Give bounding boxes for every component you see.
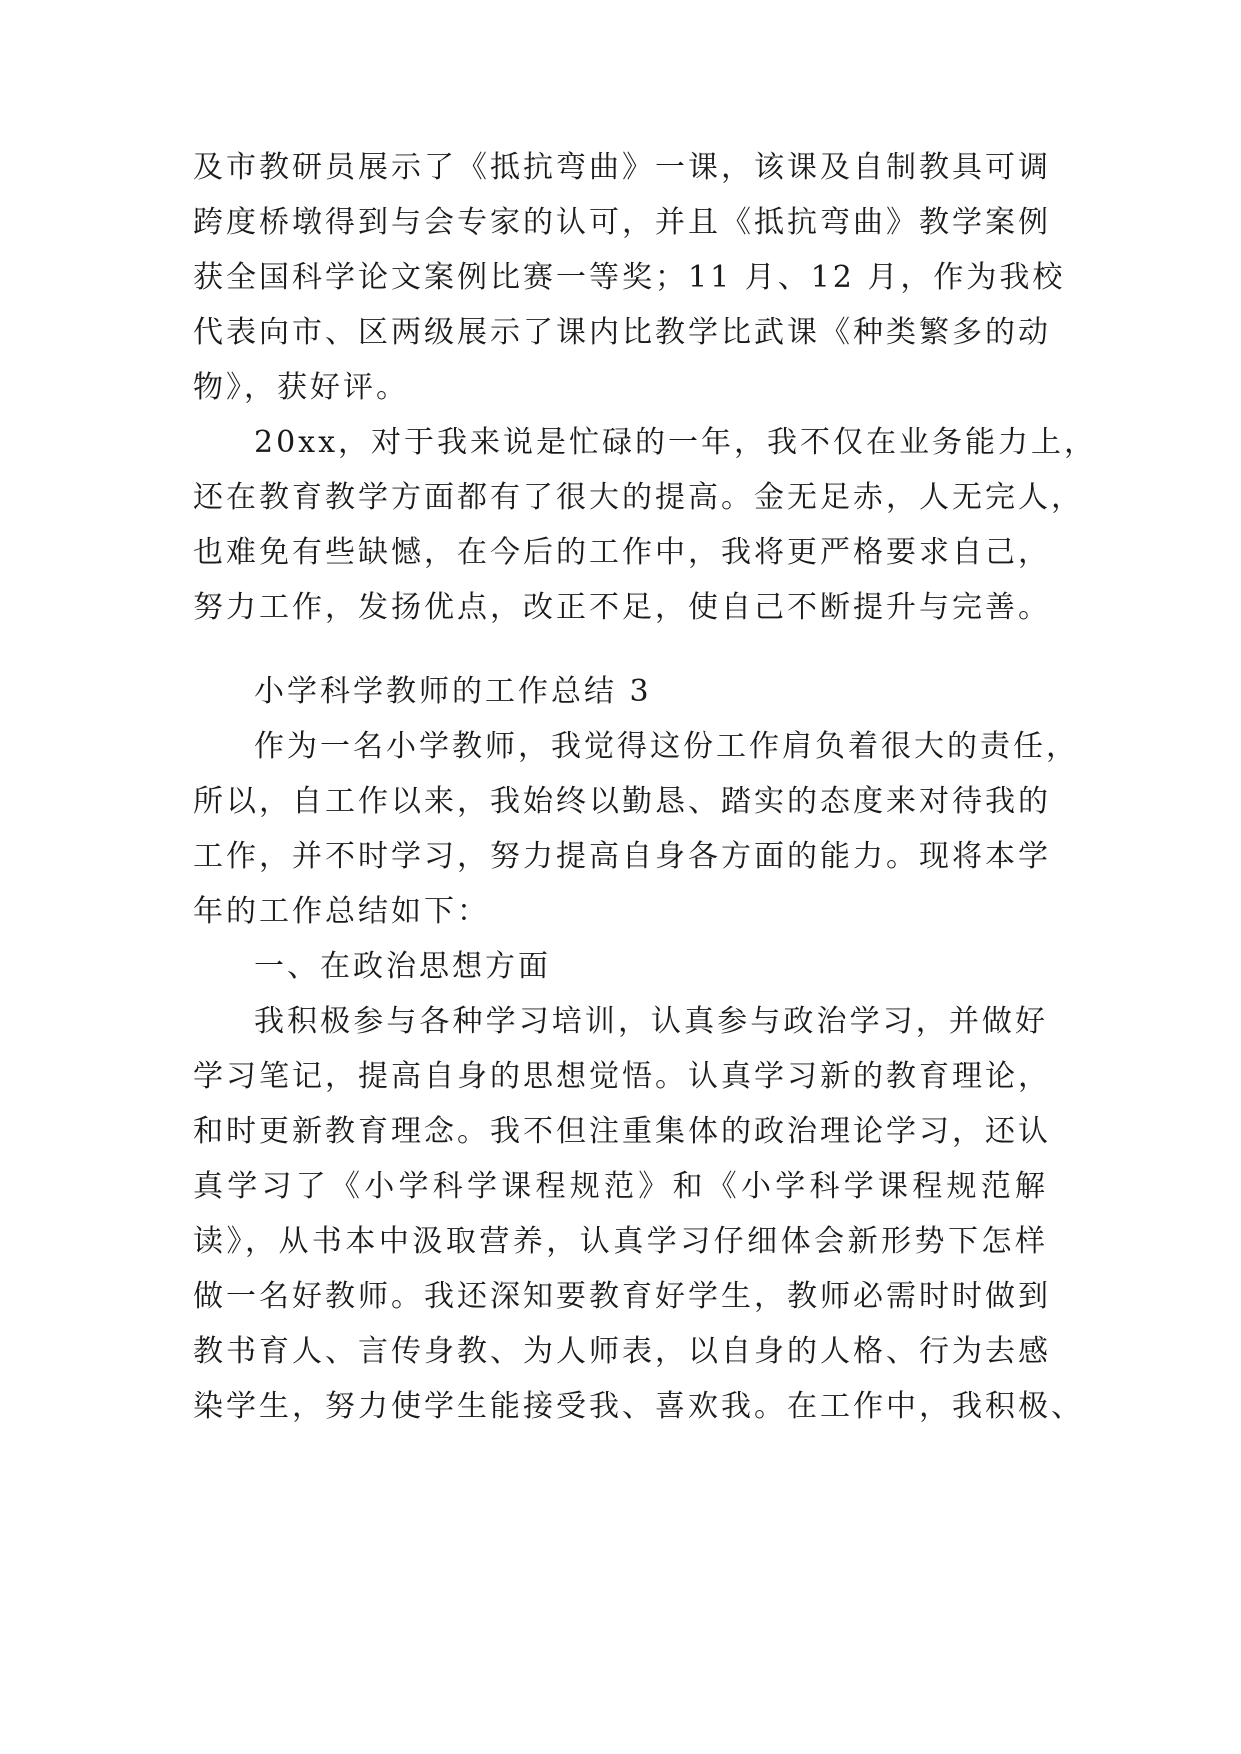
paragraph-line: 学习笔记，提高自身的思想觉悟。认真学习新的教育理论， — [193, 1059, 1051, 1094]
paragraph-line: 真学习了《小学科学课程规范》和《小学科学课程规范解 — [193, 1169, 1048, 1204]
subheading: 一、在政治思想方面 — [254, 949, 551, 984]
paragraph-line: 及市教研员展示了《抵抗弯曲》一课，该课及自制教具可调 — [193, 150, 1051, 185]
section-title: 小学科学教师的工作总结 3 — [254, 674, 652, 709]
paragraph-line: 染学生，努力使学生能接受我、喜欢我。在工作中，我积极、 — [193, 1389, 1084, 1424]
paragraph-line: 物》，获好评。 — [193, 370, 409, 405]
paragraph-line: 作为一名小学教师，我觉得这份工作肩负着很大的责任， — [254, 729, 1079, 764]
paragraph-line: 读》，从书本中汲取营养，认真学习仔细体会新形势下怎样 — [193, 1224, 1048, 1259]
paragraph-line: 跨度桥墩得到与会专家的认可，并且《抵抗弯曲》教学案例 — [193, 205, 1051, 240]
paragraph-line: 还在教育教学方面都有了很大的提高。金无足赤，人无完人， — [193, 480, 1084, 515]
paragraph-line: 也难免有些缺憾，在今后的工作中，我将更严格要求自己， — [193, 535, 1051, 570]
paragraph-line: 我积极参与各种学习培训，认真参与政治学习，并做好 — [254, 1004, 1048, 1039]
paragraph-line: 代表向市、区两级展示了课内比教学比武课《种类繁多的动 — [193, 315, 1051, 350]
paragraph-line: 所以，自工作以来，我始终以勤恳、踏实的态度来对待我的 — [193, 784, 1051, 819]
paragraph-line: 年的工作总结如下： — [193, 894, 490, 929]
paragraph-line: 工作，并不时学习，努力提高自身各方面的能力。现将本学 — [193, 839, 1051, 874]
paragraph-line: 20xx，对于我来说是忙碌的一年，我不仅在业务能力上， — [254, 425, 1098, 460]
paragraph-line: 做一名好教师。我还深知要教育好学生，教师必需时时做到 — [193, 1279, 1051, 1314]
paragraph-line: 获全国科学论文案例比赛一等奖；11 月、12 月，作为我校 — [193, 260, 1066, 295]
paragraph-line: 教书育人、言传身教、为人师表，以自身的人格、行为去感 — [193, 1334, 1051, 1369]
paragraph-line: 努力工作，发扬优点，改正不足，使自己不断提升与完善。 — [193, 590, 1051, 625]
paragraph-line: 和时更新教育理念。我不但注重集体的政治理论学习，还认 — [193, 1114, 1051, 1149]
